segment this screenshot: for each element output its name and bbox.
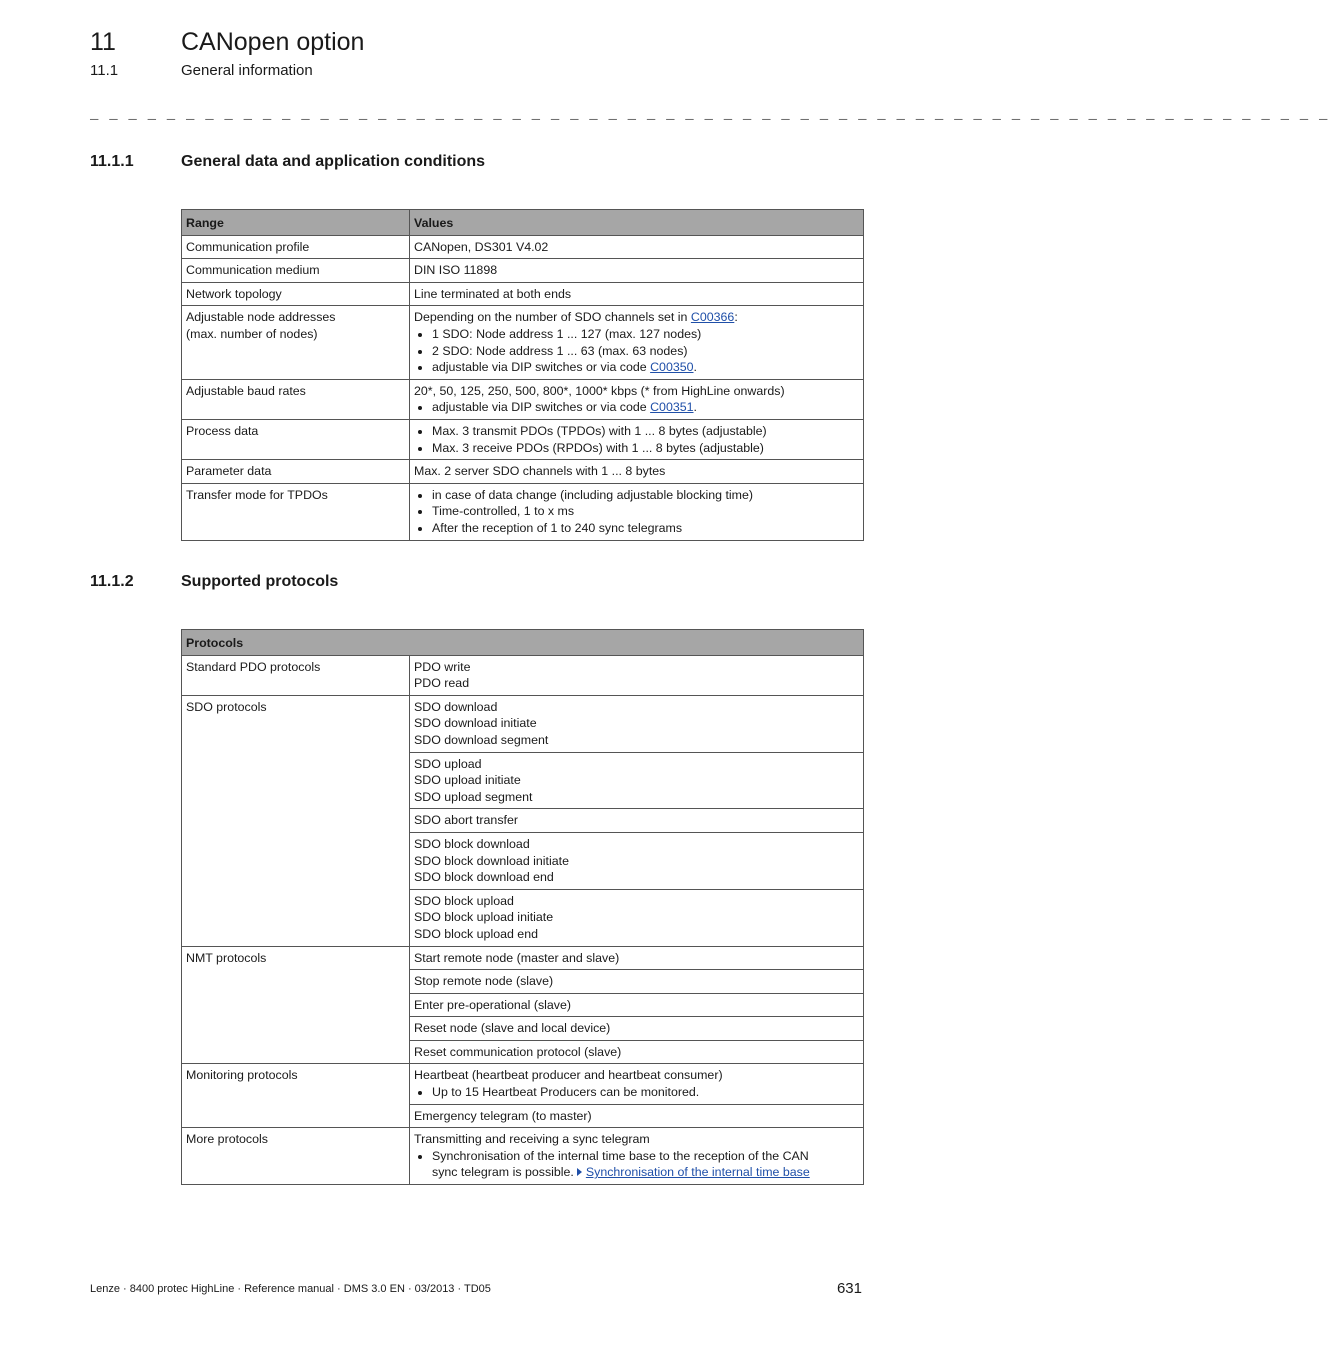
general-data-table xyxy=(181,209,864,541)
table-row xyxy=(182,695,864,752)
row-value: Stop remote node (slave) xyxy=(410,970,864,994)
table-row xyxy=(182,259,864,283)
list-item: • 1 SDO: Node address 1 ... 127 (max. 127 nodes) xyxy=(432,326,858,343)
code-link-c00351[interactable]: C00351 xyxy=(650,400,694,415)
value-text: Heartbeat (heartbeat producer and heartbeat consumer) xyxy=(414,1068,723,1083)
table-header-row xyxy=(182,210,864,236)
value-line: PDO read xyxy=(414,676,470,691)
table-row xyxy=(182,946,864,970)
value-line: SDO download xyxy=(414,699,498,714)
row-value: CANopen, DS301 V4.02 xyxy=(410,235,864,259)
value-line: SDO download segment xyxy=(414,732,549,747)
value-text: . xyxy=(693,360,697,375)
row-value xyxy=(410,419,864,459)
bullet-list xyxy=(414,326,858,376)
row-label: Process data xyxy=(182,419,410,459)
row-value xyxy=(410,752,864,809)
table-row xyxy=(182,1128,864,1185)
row-value xyxy=(410,379,864,419)
value-line: SDO block download end xyxy=(414,870,554,885)
row-label: Standard PDO protocols xyxy=(182,655,410,695)
row-value: Enter pre-operational (slave) xyxy=(410,993,864,1017)
list-item: • in case of data change (including adjustable blocking time) xyxy=(432,487,858,504)
row-label: Monitoring protocols xyxy=(182,1064,410,1128)
row-label: Communication medium xyxy=(182,259,410,283)
row-value xyxy=(410,306,864,379)
subsection-number: 11.1.1 xyxy=(90,153,134,170)
row-label: SDO protocols xyxy=(182,695,410,946)
subsection-title: Supported protocols xyxy=(181,573,339,590)
row-label: More protocols xyxy=(182,1128,410,1185)
row-label: Parameter data xyxy=(182,460,410,484)
footer-text: Lenze · 8400 protec HighLine · Reference manual · DMS 3.0 EN · 03/2013 · TD05 xyxy=(90,1283,491,1295)
link-arrow-icon xyxy=(577,1168,582,1176)
value-text: sync telegram is possible. xyxy=(432,1165,574,1180)
table-row xyxy=(182,306,864,379)
code-link-c00366[interactable]: C00366 xyxy=(690,310,735,325)
subsection-title: General data and application conditions xyxy=(181,153,486,170)
value-line: SDO block download xyxy=(414,836,530,851)
row-value: Reset communication protocol (slave) xyxy=(410,1040,864,1064)
bullet-list xyxy=(414,399,858,416)
table-row xyxy=(182,282,864,306)
row-value: DIN ISO 11898 xyxy=(410,259,864,283)
value-text: Transmitting and receiving a sync telegram xyxy=(414,1132,650,1147)
row-label: Transfer mode for TPDOs xyxy=(182,483,410,540)
page-number: 631 xyxy=(836,1280,862,1297)
table-row xyxy=(182,655,864,695)
row-value xyxy=(410,655,864,695)
row-value: Start remote node (master and slave) xyxy=(410,946,864,970)
header-separator: _ _ _ _ _ _ _ _ _ _ _ _ _ _ _ _ _ _ _ _ _ _ _ _ _ _ _ _ _ _ _ _ _ _ _ _ _ _ _ _ _ _ _ _ _ _ _ _ _ _ _ _ _ _ _ _ _ _ _ _ _ _ _ _ _ xyxy=(90,107,1329,123)
value-text: . xyxy=(693,400,697,415)
value-line: SDO upload segment xyxy=(414,789,533,804)
row-value: Reset node (slave and local device) xyxy=(410,1017,864,1041)
value-line: PDO write xyxy=(414,659,471,674)
value-text: adjustable via DIP switches or via code xyxy=(432,360,651,375)
table-row xyxy=(182,419,864,459)
row-label: Communication profile xyxy=(182,235,410,259)
row-value: SDO abort transfer xyxy=(410,809,864,833)
row-value xyxy=(410,1064,864,1104)
row-value: Max. 2 server SDO channels with 1 ... 8 bytes xyxy=(410,460,864,484)
row-label xyxy=(182,306,410,379)
column-header: Values xyxy=(410,210,864,236)
row-value xyxy=(410,889,864,946)
value-text: adjustable via DIP switches or via code xyxy=(432,400,651,415)
value-text: Depending on the number of SDO channels set in xyxy=(414,310,691,325)
row-label-line: (max. number of nodes) xyxy=(186,326,318,341)
value-line: SDO block download initiate xyxy=(414,853,569,868)
subsection-number: 11.1.2 xyxy=(90,573,134,590)
row-value: Emergency telegram (to master) xyxy=(410,1104,864,1128)
value-line: SDO upload xyxy=(414,756,482,771)
row-value xyxy=(410,832,864,889)
list-item: • Max. 3 transmit PDOs (TPDOs) with 1 ... 8 bytes (adjustable) xyxy=(432,423,858,440)
value-line: • Synchronisation of the internal time base to the reception of the CAN xyxy=(432,1148,809,1163)
value-line: SDO upload initiate xyxy=(414,773,521,788)
list-item: • Up to 15 Heartbeat Producers can be monitored. xyxy=(432,1084,858,1101)
row-value xyxy=(410,695,864,752)
section-title: General information xyxy=(181,62,313,79)
column-header: Range xyxy=(182,210,410,236)
value-line: SDO block upload xyxy=(414,893,514,908)
column-header: Protocols xyxy=(182,630,864,656)
row-label: NMT protocols xyxy=(182,946,410,1064)
table-row xyxy=(182,1064,864,1104)
list-item: • 2 SDO: Node address 1 ... 63 (max. 63 nodes) xyxy=(432,343,858,360)
table-row xyxy=(182,460,864,484)
chapter-title: CANopen option xyxy=(181,28,365,56)
sync-time-base-link[interactable]: Synchronisation of the internal time base xyxy=(585,1165,810,1180)
value-line: SDO block upload initiate xyxy=(414,910,554,925)
row-value: Line terminated at both ends xyxy=(410,282,864,306)
table-row xyxy=(182,483,864,540)
value-text: 20*, 50, 125, 250, 500, 800*, 1000* kbps (* from HighLine onwards) xyxy=(414,383,785,398)
value-text: : xyxy=(734,310,738,325)
bullet-list xyxy=(414,1084,858,1101)
bullet-list xyxy=(414,1148,858,1181)
list-item: • Time-controlled, 1 to x ms xyxy=(432,503,858,520)
bullet-list xyxy=(414,423,858,456)
bullet-list xyxy=(414,487,858,537)
table-header-row xyxy=(182,630,864,656)
code-link-c00350[interactable]: C00350 xyxy=(650,360,694,375)
table-row xyxy=(182,235,864,259)
row-value xyxy=(410,1128,864,1185)
section-number: 11.1 xyxy=(90,62,119,79)
chapter-number: 11 xyxy=(90,28,116,56)
list-item xyxy=(432,359,858,376)
row-label: Adjustable baud rates xyxy=(182,379,410,419)
list-item xyxy=(432,399,858,416)
row-value xyxy=(410,483,864,540)
protocols-table xyxy=(181,629,864,1185)
value-line: SDO download initiate xyxy=(414,716,537,731)
list-item: • After the reception of 1 to 240 sync telegrams xyxy=(432,520,858,537)
row-label-line: Adjustable node addresses xyxy=(186,310,336,325)
list-item: • Max. 3 receive PDOs (RPDOs) with 1 ... 8 bytes (adjustable) xyxy=(432,440,858,457)
table-row xyxy=(182,379,864,419)
list-item xyxy=(432,1148,858,1181)
row-label: Network topology xyxy=(182,282,410,306)
value-line: SDO block upload end xyxy=(414,926,538,941)
